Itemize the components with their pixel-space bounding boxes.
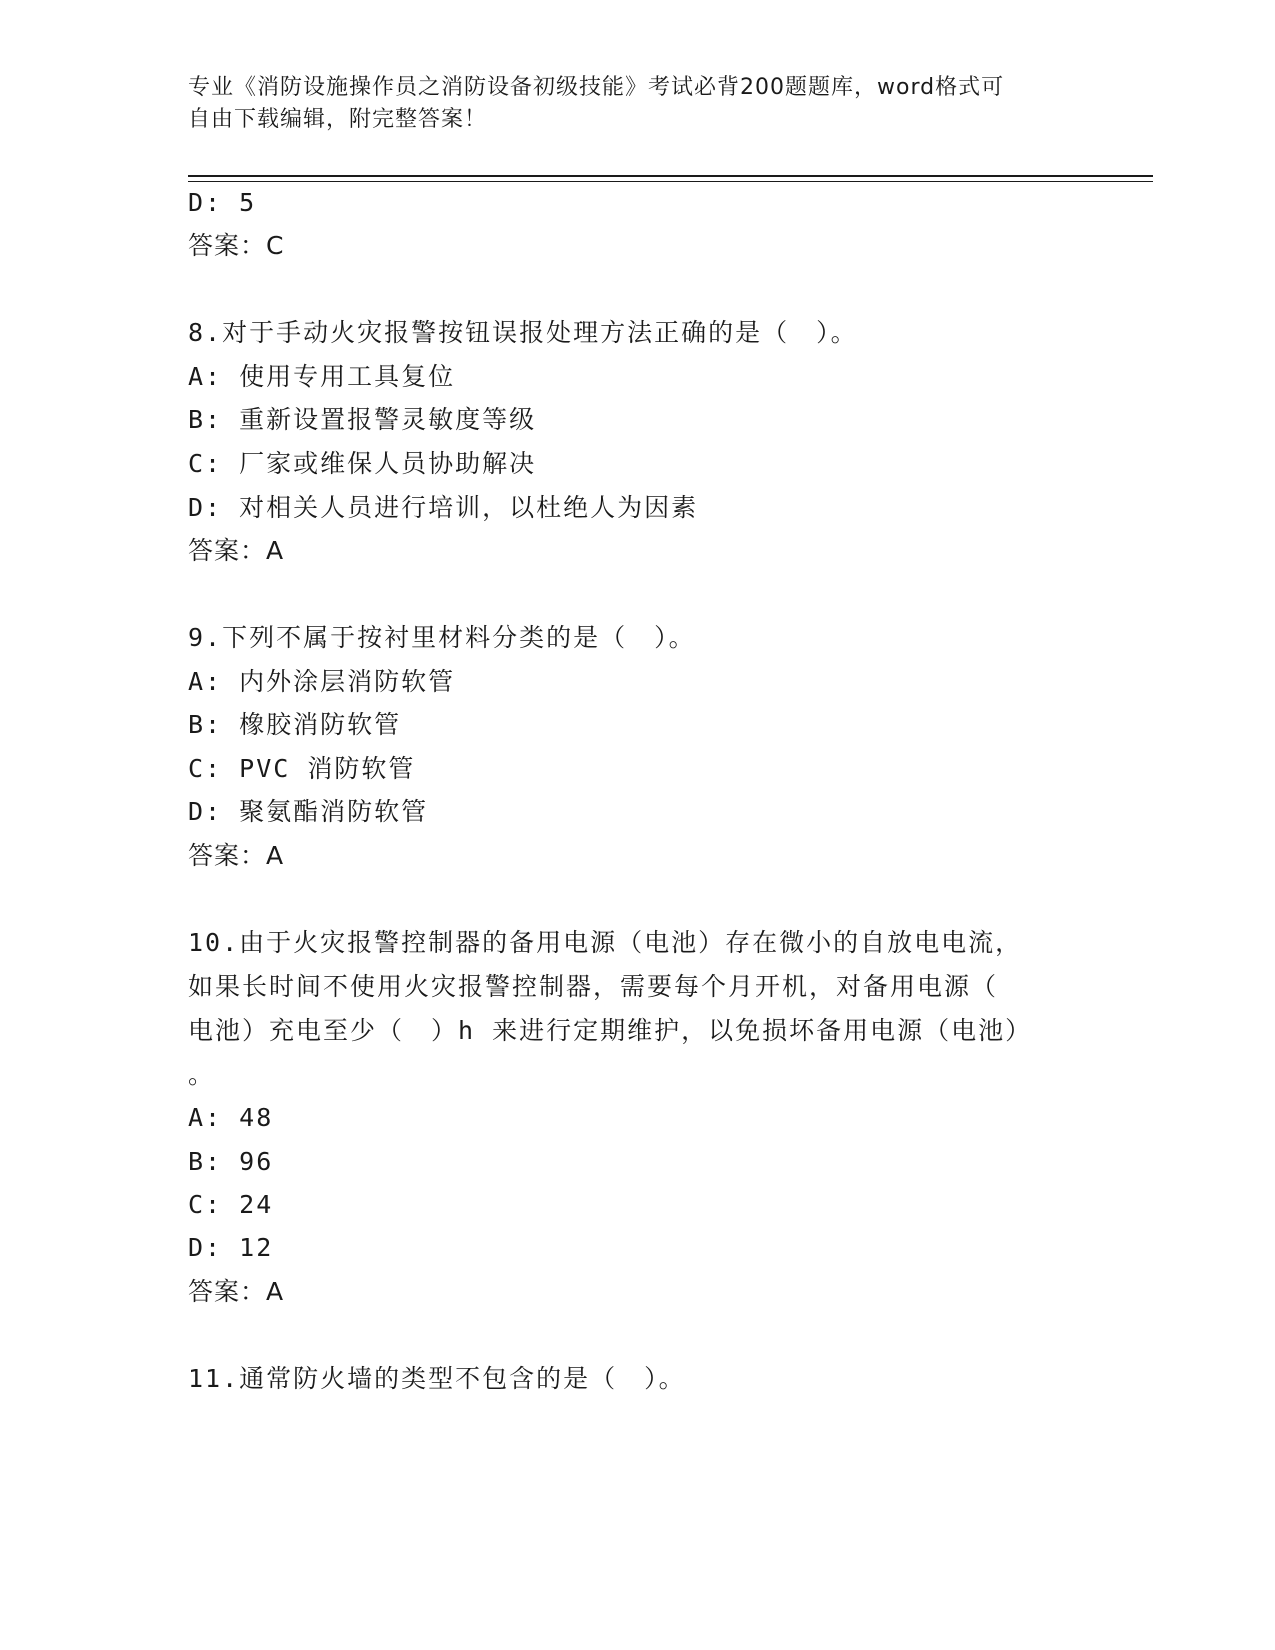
q10-answer: 答案：A	[188, 1277, 285, 1306]
header-line-2: 自由下载编辑，附完整答案！	[188, 107, 488, 132]
q9-option-b: B: 橡胶消防软管	[188, 710, 402, 739]
q9-answer: 答案：A	[188, 841, 285, 870]
q8-option-a: A: 使用专用工具复位	[188, 362, 456, 391]
q9-option-d: D: 聚氨酯消防软管	[188, 797, 429, 826]
document-header	[188, 72, 1068, 136]
q9-option-c: C: PVC 消防软管	[188, 754, 416, 783]
q11-stem: 11.通常防火墙的类型不包含的是（ ）。	[188, 1364, 686, 1393]
q8-option-d: D: 对相关人员进行培训，以杜绝人为因素	[188, 493, 699, 522]
q10-stem-line-4: 。	[188, 1060, 216, 1089]
header-line-1: 专业《消防设施操作员之消防设备初级技能》考试必背200题题库，word格式可	[188, 75, 1005, 100]
q8-answer: 答案：A	[188, 536, 285, 565]
prev-option-d: D: 5	[188, 188, 257, 217]
q10-option-c: C: 24	[188, 1190, 274, 1219]
q10-stem-line-3: 电池）充电至少（ ）h 来进行定期维护，以免损坏备用电源（电池）	[188, 1016, 1033, 1045]
q9-option-a: A: 内外涂层消防软管	[188, 667, 456, 696]
q10-option-d: D: 12	[188, 1233, 274, 1262]
header-rule-thin	[188, 181, 1153, 182]
q8-stem: 8.对于手动火灾报警按钮误报处理方法正确的是（ ）。	[188, 318, 858, 347]
prev-answer: 答案：C	[188, 231, 285, 260]
q8-option-b: B: 重新设置报警灵敏度等级	[188, 405, 537, 434]
q10-stem-line-2: 如果长时间不使用火灾报警控制器，需要每个月开机，对备用电源（	[188, 972, 999, 1001]
q10-option-a: A: 48	[188, 1103, 274, 1132]
q10-option-b: B: 96	[188, 1147, 274, 1176]
q9-stem: 9.下列不属于按衬里材料分类的是（ ）。	[188, 623, 696, 652]
q8-option-c: C: 厂家或维保人员协助解决	[188, 449, 537, 478]
header-rule-thick	[188, 175, 1153, 177]
q10-stem-line-1: 10.由于火灾报警控制器的备用电源（电池）存在微小的自放电电流，	[188, 928, 1023, 957]
